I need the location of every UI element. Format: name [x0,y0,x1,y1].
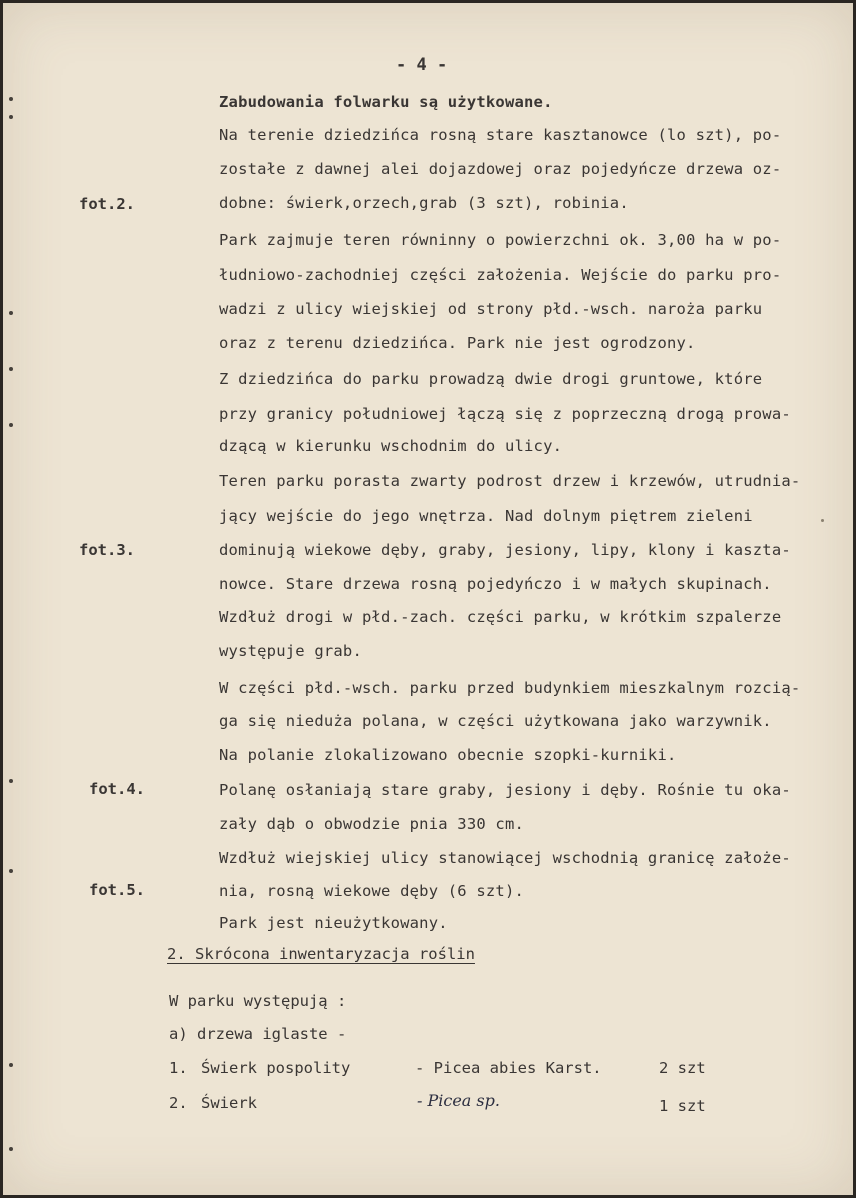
margin-note-photo: fot.4. [89,780,145,798]
section-heading: 2. Skrócona inwentaryzacja roślin [167,945,475,963]
text-line: nia, rosną wiekowe dęby (6 szt). [219,882,525,900]
text-line: łudniowo-zachodniej części założenia. Wejście do parku pro- [219,266,782,284]
text-line: ga się nieduża polana, w części użytkowana jako warzywnik. [219,712,772,730]
binding-hole [9,869,13,873]
text-line: jący wejście do jego wnętrza. Nad dolnym piętrem zieleni [219,507,753,525]
text-line: dobne: świerk,orzech,grab (3 szt), robinia. [219,194,629,212]
text-line: Z dziedzińca do parku prowadzą dwie drogi gruntowe, które [219,370,763,388]
plant-latin-name: - Picea abies Karst. [415,1059,602,1077]
text-line: zostałe z dawnej alei dojazdowej oraz pojedyńcze drzewa oz- [219,160,782,178]
intro-line: a) drzewa iglaste - [169,1025,347,1043]
margin-note-photo: fot.5. [89,881,145,899]
text-line: Polanę osłaniają stare graby, jesiony i dęby. Rośnie tu oka- [219,781,791,799]
plant-latin-name-handwritten: - Picea sp. [417,1091,500,1110]
text-line: Teren parku porasta zwarty podrost drzew i krzewów, utrudnia- [219,472,801,490]
plant-number: 2. [169,1094,188,1112]
text-line: Wzdłuż drogi w płd.-zach. części parku, w krótkim szpalerze [219,608,782,626]
plant-name: Świerk pospolity [201,1059,351,1077]
text-line: Wzdłuż wiejskiej ulicy stanowiącej wschodnią granicę założe- [219,849,791,867]
text-line: Park jest nieużytkowany. [219,914,448,932]
plant-count: 2 szt [659,1059,706,1077]
paper-speck [821,519,824,522]
text-line: Park zajmuje teren równinny o powierzchni ok. 3,00 ha w po- [219,231,782,249]
text-line: W części płd.-wsch. parku przed budynkiem mieszkalnym rozcią- [219,679,801,697]
binding-hole [9,115,13,119]
binding-hole [9,1147,13,1151]
binding-hole [9,1063,13,1067]
text-line: zały dąb o obwodzie pnia 330 cm. [219,815,525,833]
margin-note-photo: fot.2. [79,195,135,213]
text-line: występuje grab. [219,642,362,660]
heading: Zabudowania folwarku są użytkowane. [219,93,553,111]
text-line: wadzi z ulicy wiejskiej od strony płd.-wsch. naroża parku [219,300,763,318]
plant-number: 1. [169,1059,188,1077]
document-page [3,3,853,1195]
margin-note-photo: fot.3. [79,541,135,559]
binding-hole [9,779,13,783]
binding-hole [9,423,13,427]
binding-hole [9,311,13,315]
text-line: dzącą w kierunku wschodnim do ulicy. [219,437,563,455]
text-line: Na terenie dziedzińca rosną stare kasztanowce (lo szt), po- [219,126,782,144]
text-line: oraz z terenu dziedzińca. Park nie jest ogrodzony. [219,334,696,352]
binding-hole [9,97,13,101]
text-line: przy granicy południowej łączą się z poprzeczną drogą prowa- [219,405,791,423]
binding-hole [9,367,13,371]
text-line: nowce. Stare drzewa rosną pojedyńczo i w małych skupinach. [219,575,772,593]
intro-line: W parku występują : [169,992,347,1010]
plant-name: Świerk [201,1094,257,1112]
plant-count: 1 szt [659,1097,706,1115]
text-line: Na polanie zlokalizowano obecnie szopki-kurniki. [219,746,677,764]
page-number: - 4 - [396,55,448,75]
text-line: dominują wiekowe dęby, graby, jesiony, lipy, klony i kaszta- [219,541,791,559]
